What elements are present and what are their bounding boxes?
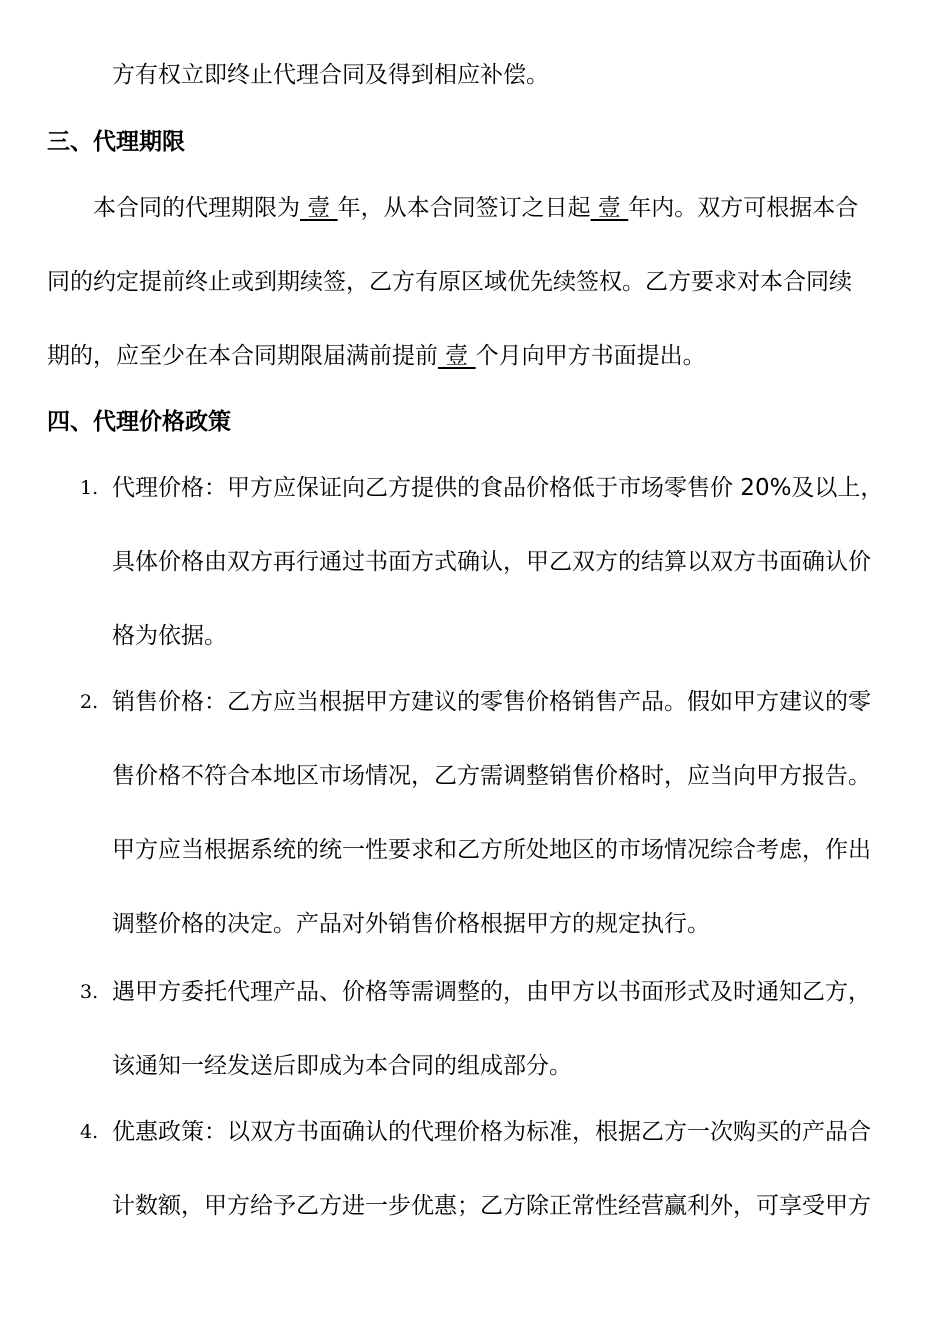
list-item-2-line-2: 售价格不符合本地区市场情况，乙方需调整销售价格时，应当向甲方报告。 xyxy=(112,763,871,789)
text-segment: 本合同的代理期限为 xyxy=(93,195,300,221)
list-item-2-line-4: 调整价格的决定。产品对外销售价格根据甲方的规定执行。 xyxy=(112,911,710,937)
text-segment: 年，从本合同签订之日起 xyxy=(337,195,591,221)
list-item-4-line-1: 优惠政策：以双方书面确认的代理价格为标准，根据乙方一次购买的产品合 xyxy=(112,1119,871,1145)
text-segment: 个月向甲方书面提出。 xyxy=(475,343,706,369)
list-item-1-line-1: 代理价格：甲方应保证向乙方提供的食品价格低于市场零售价 20%及以上， xyxy=(112,475,884,501)
term-years-blank-2: 壹 xyxy=(590,195,629,221)
list-item-4-line-2: 计数额，甲方给予乙方进一步优惠；乙方除正常性经营赢利外，可享受甲方 xyxy=(112,1193,871,1219)
section-3-heading: 三、代理期限 xyxy=(47,129,185,155)
section-3-paragraph-line-3 xyxy=(47,341,706,371)
list-item-number: 2. xyxy=(80,691,99,713)
list-item-number: 1. xyxy=(80,477,99,499)
text-segment: 年内。双方可根据本合 xyxy=(628,195,859,221)
section-3-paragraph-line-1 xyxy=(93,193,858,223)
continuation-line: 方有权立即终止代理合同及得到相应补偿。 xyxy=(112,62,549,88)
list-item-2-line-3: 甲方应当根据系统的统一性要求和乙方所处地区的市场情况综合考虑，作出 xyxy=(112,837,871,863)
section-4-heading: 四、代理价格政策 xyxy=(47,409,231,435)
section-3-paragraph-line-2: 同的约定提前终止或到期续签，乙方有原区域优先续签权。乙方要求对本合同续 xyxy=(47,269,852,295)
list-item-1-line-2: 具体价格由双方再行通过书面方式确认，甲乙双方的结算以双方书面确认价 xyxy=(112,549,871,575)
list-item-number: 3. xyxy=(80,981,99,1003)
list-item-3-line-2: 该通知一经发送后即成为本合同的组成部分。 xyxy=(112,1053,572,1079)
list-item-3-line-1: 遇甲方委托代理产品、价格等需调整的，由甲方以书面形式及时通知乙方， xyxy=(112,979,871,1005)
notice-months-blank: 壹 xyxy=(438,343,476,369)
list-item-2-line-1: 销售价格：乙方应当根据甲方建议的零售价格销售产品。假如甲方建议的零 xyxy=(112,689,871,715)
list-item-1-line-3: 格为依据。 xyxy=(112,623,227,649)
term-years-blank: 壹 xyxy=(300,195,338,221)
text-segment: 期的，应至少在本合同期限届满前提前 xyxy=(47,343,438,369)
list-item-number: 4. xyxy=(80,1121,99,1143)
